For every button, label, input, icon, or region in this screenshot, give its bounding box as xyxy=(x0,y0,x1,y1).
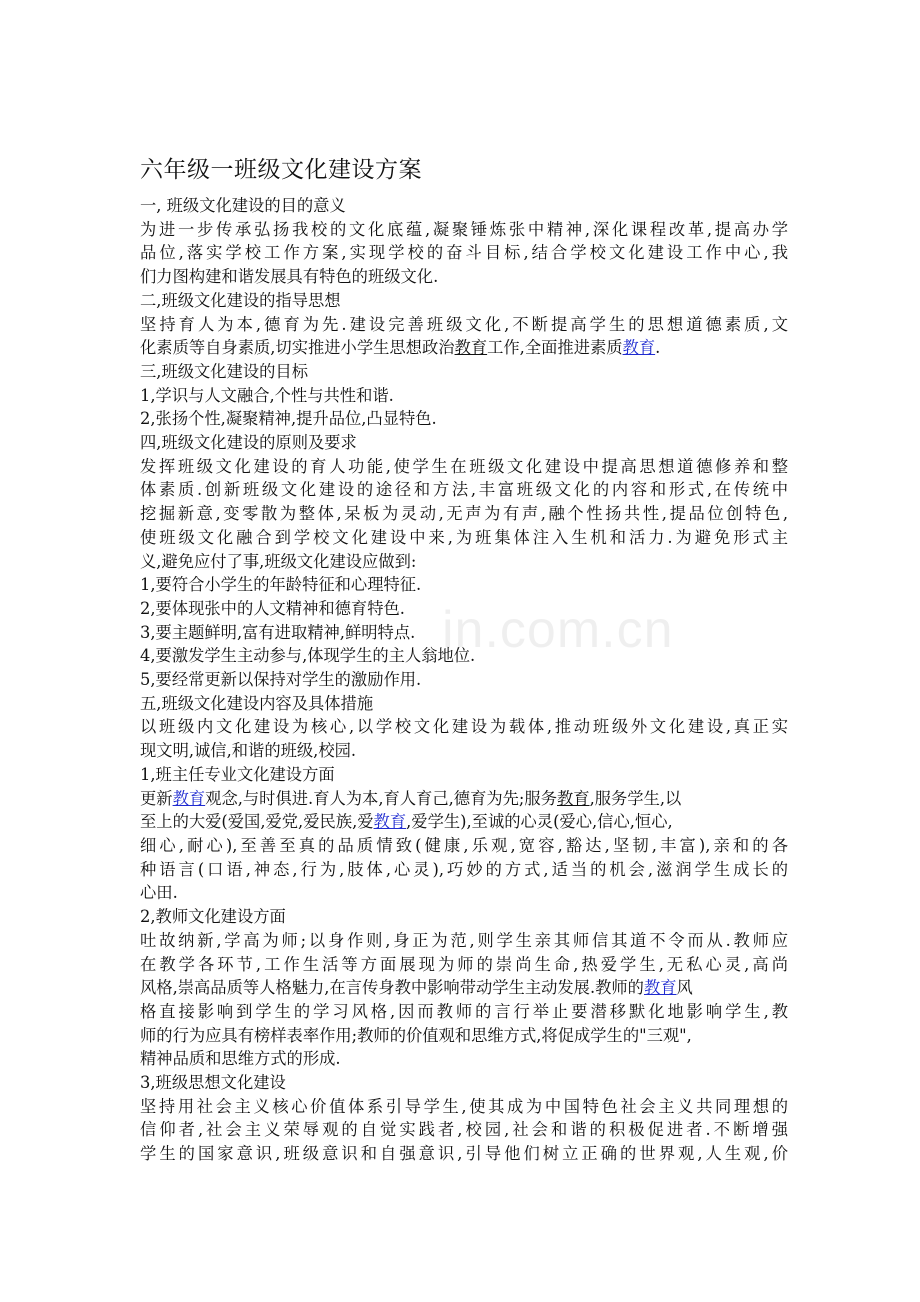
subsection-heading: 2,教师文化建设方面 xyxy=(140,907,286,927)
text-fragment: 观念,与时俱进.育人为本,育人育己,德育为先;服务 xyxy=(205,788,557,808)
text-fragment: . xyxy=(655,338,661,358)
text-fragment: ,服务学生,以 xyxy=(589,788,682,808)
text-line xyxy=(140,976,788,1000)
subsection-heading: 1,班主任专业文化建设方面 xyxy=(140,764,335,784)
text-line xyxy=(140,810,788,834)
text-line: 以班级内文化建设为核心,以学校文化建设为载体,推动班级外文化建设,真正实 xyxy=(140,717,788,737)
text-line: 体素质.创新班级文化建设的途径和方法,丰富班级文化的内容和形式,在传统中 xyxy=(140,480,788,500)
text-fragment: 更新 xyxy=(140,788,173,808)
text-fragment: 至上的大爱(爱国,爱党,爱民族,爱 xyxy=(140,812,374,832)
list-item: 1,要符合小学生的年龄特征和心理特征. xyxy=(140,575,422,595)
text-fragment: 化素质等自身素质,切实推进小学生思想政治 xyxy=(140,338,455,358)
text-line: 坚持用社会主义核心价值体系引导学生,使其成为中国特色社会主义共同理想的 xyxy=(140,1096,788,1116)
underlined-term: 教育 xyxy=(556,788,590,808)
text-line: 细心,耐心),至善至真的品质情致(健康,乐观,宽容,豁达,坚韧,丰富),亲和的各 xyxy=(140,835,788,855)
text-line: 师的行为应具有榜样表率作用;教师的价值观和思维方式,将促成学生的"三观", xyxy=(140,1025,692,1045)
section-heading: 二,班级文化建设的指导思想 xyxy=(140,290,341,310)
section-heading: 五,班级文化建设内容及具体措施 xyxy=(140,693,374,713)
text-line: 种语言(口语,神态,行为,肢体,心灵),巧妙的方式,适当的机会,滋润学生成长的 xyxy=(140,859,788,879)
watermark: in.com.cn xyxy=(442,601,674,659)
text-line: 心田. xyxy=(140,883,178,903)
text-line: 品位,落实学校工作方案,实现学校的奋斗目标,结合学校文化建设工作中心,我 xyxy=(140,243,788,263)
text-line xyxy=(140,336,788,360)
text-line: 精神品质和思维方式的形成. xyxy=(140,1049,341,1069)
section-heading: 一, 班级文化建设的目的意义 xyxy=(140,196,346,215)
text-fragment: 风 xyxy=(676,978,693,998)
section-heading: 四,班级文化建设的原则及要求 xyxy=(140,433,357,453)
list-item: 5,要经常更新以保持对学生的激励作用. xyxy=(140,670,422,690)
education-link[interactable]: 教育 xyxy=(622,338,656,358)
text-line: 义,避免应付了事,班级文化建设应做到: xyxy=(140,551,417,571)
text-line: 格直接影响到学生的学习风格,因而教师的言行举止要潜移默化地影响学生,教 xyxy=(140,1001,788,1021)
list-item: 1,学识与人文融合,个性与共性和谐. xyxy=(140,385,394,405)
text-line: 坚持育人为本,德育为先.建设完善班级文化,不断提高学生的思想道德素质,文 xyxy=(140,314,788,334)
text-line xyxy=(140,787,788,811)
text-line: 信仰者,社会主义荣辱观的自觉实践者,校园,社会和谐的积极促进者.不断增强 xyxy=(140,1120,788,1140)
list-item: 2,张扬个性,凝聚精神,提升品位,凸显特色. xyxy=(140,409,437,429)
text-line: 学生的国家意识,班级意识和自强意识,引导他们树立正确的世界观,人生观,价 xyxy=(140,1144,788,1164)
underlined-term: 教育 xyxy=(454,338,488,358)
education-link[interactable]: 教育 xyxy=(172,788,206,808)
text-line: 发挥班级文化建设的育人功能,使学生在班级文化建设中提高思想道德修养和整 xyxy=(140,456,788,476)
text-line: 们力图构建和谐发展具有特色的班级文化. xyxy=(140,267,439,287)
education-link[interactable]: 教育 xyxy=(643,978,677,998)
list-item: 2,要体现张中的人文精神和德育特色. xyxy=(140,598,405,618)
list-item: 4,要激发学生主动参与,体现学生的主人翁地位. xyxy=(140,646,476,666)
text-fragment: 风格,崇高品质等人格魅力,在言传身教中影响带动学生主动发展.教师的 xyxy=(140,978,644,998)
education-link[interactable]: 教育 xyxy=(373,812,407,832)
section-heading: 三,班级文化建设的目标 xyxy=(140,361,308,381)
document-page xyxy=(140,150,788,1166)
text-line: 在教学各环节,工作生活等方面展现为师的崇尚生命,热爱学生,无私心灵,高尚 xyxy=(140,954,788,974)
text-line: 使班级文化融合到学校文化建设中来,为班集体注入生机和活力.为避免形式主 xyxy=(140,527,788,547)
text-line: 吐故纳新,学高为师;以身作则,身正为范,则学生亲其师信其道不令而从.教师应 xyxy=(140,930,788,950)
text-line: 现文明,诚信,和谐的班级,校园. xyxy=(140,741,357,761)
list-item: 3,要主题鲜明,富有进取精神,鲜明特点. xyxy=(140,622,416,642)
text-line: 为进一步传承弘扬我校的文化底蕴,凝聚锤炼张中精神,深化课程改革,提高办学 xyxy=(140,219,788,239)
text-fragment: ,爱学生),至诚的心灵(爱心,信心,恒心, xyxy=(406,812,673,832)
text-line: 挖掘新意,变零散为整体,呆板为灵动,无声为有声,融个性扬共性,提品位创特色, xyxy=(140,504,788,524)
subsection-heading: 3,班级思想文化建设 xyxy=(140,1073,286,1093)
text-fragment: 工作,全面推进素质 xyxy=(487,338,623,358)
page-title: 六年级一班级文化建设方案 xyxy=(140,157,422,183)
